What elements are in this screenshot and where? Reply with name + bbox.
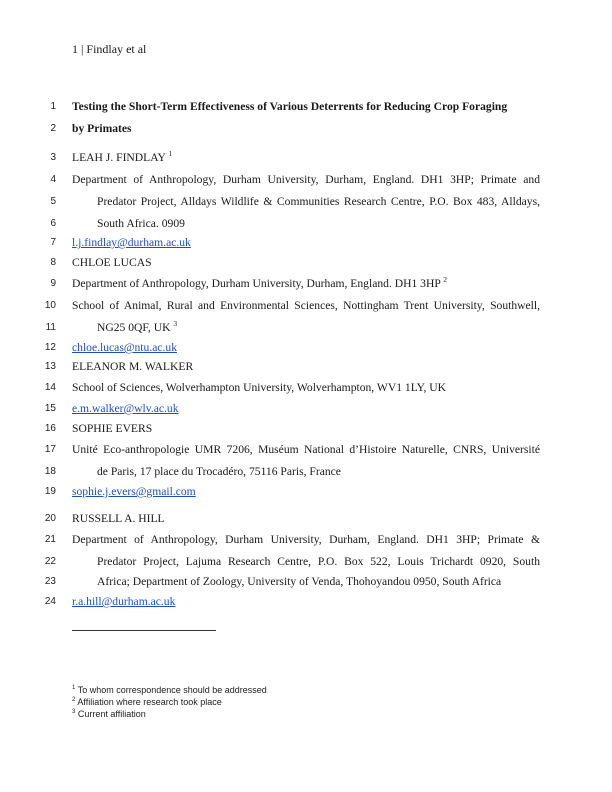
- line-number: 10: [44, 300, 56, 311]
- affiliation-text: Department of Anthropology, Durham University, Durham, England. DH1 3HP; Primate and: [72, 173, 540, 186]
- line-number: 16: [44, 423, 56, 434]
- running-head: 1 | Findlay et al: [72, 42, 147, 56]
- affiliation-text: de Paris, 17 place du Trocadéro, 75116 Paris, France: [97, 465, 341, 478]
- affiliation-text: Africa; Department of Zoology, University of Venda, Thohoyandou 0950, South Africa: [97, 575, 502, 588]
- footnote-1: [72, 684, 267, 696]
- footnote-text: Affiliation where research took place: [77, 697, 222, 707]
- manuscript-line-11: [0, 320, 612, 336]
- manuscript-line-19: [0, 484, 612, 500]
- line-number: 7: [50, 237, 56, 248]
- manuscript-line-6: [0, 216, 612, 232]
- footnote-mark: 2: [72, 697, 76, 703]
- paper-title-line-2: by Primates: [72, 122, 132, 135]
- line-number: 13: [44, 361, 56, 372]
- footnote-3: [72, 708, 146, 720]
- affiliation-text-content: Department of Anthropology, Durham University, Durham, England. DH1 3HP: [72, 277, 441, 290]
- footnote-marker: 2: [443, 275, 448, 285]
- author-name-text: LEAH J. FINDLAY: [72, 151, 166, 164]
- manuscript-line-2: [0, 121, 612, 137]
- manuscript-line-4: [0, 172, 612, 188]
- manuscript-line-20: [0, 511, 612, 527]
- line-number: 19: [44, 486, 56, 497]
- manuscript-line-24: [0, 594, 612, 610]
- line-number: 18: [44, 466, 56, 477]
- footnote-2: [72, 696, 222, 708]
- manuscript-line-16: [0, 421, 612, 437]
- email-link[interactable]: e.m.walker@wlv.ac.uk: [72, 402, 179, 415]
- manuscript-line-18: [0, 464, 612, 480]
- footnote-text: Current affiliation: [77, 709, 146, 719]
- line-number: 14: [44, 382, 56, 393]
- manuscript-line-12: [0, 340, 612, 356]
- line-number: 20: [44, 513, 56, 524]
- manuscript-line-14: [0, 380, 612, 396]
- affiliation-text: Department of Anthropology, Durham University, Durham, England. DH1 3HP; Primate &: [72, 533, 540, 546]
- footnote-mark: 3: [72, 709, 76, 715]
- line-number: 3: [50, 152, 56, 163]
- author-name: SOPHIE EVERS: [72, 422, 153, 435]
- manuscript-line-21: [0, 532, 612, 548]
- email-link[interactable]: l.j.findlay@durham.ac.uk: [72, 236, 191, 249]
- author-name: CHLOE LUCAS: [72, 256, 152, 269]
- affiliation-text: Predator Project, Lajuma Research Centre, P.O. Box 522, Louis Trichardt 0920, South: [97, 555, 540, 568]
- author-name: [72, 150, 540, 166]
- affiliation-text: Predator Project, Alldays Wildlife & Communities Research Centre, P.O. Box 483, Alldays,: [97, 195, 540, 208]
- line-number: 9: [50, 278, 56, 289]
- manuscript-line-15: [0, 401, 612, 417]
- footnote-separator: [72, 630, 216, 631]
- manuscript-line-17: [0, 442, 612, 458]
- manuscript-line-1: [0, 99, 612, 115]
- affiliation-text: School of Animal, Rural and Environmental Sciences, Nottingham Trent University, Southwell,: [72, 299, 540, 312]
- manuscript-line-13: [0, 359, 612, 375]
- line-number: 12: [44, 342, 56, 353]
- affiliation-text: Unité Eco-anthropologie UMR 7206, Muséum National d’Histoire Naturelle, CNRS, Université: [72, 443, 540, 456]
- line-number: 5: [50, 196, 56, 207]
- line-number: 23: [44, 576, 56, 587]
- line-number: 6: [50, 218, 56, 229]
- line-number: 11: [45, 322, 56, 333]
- line-number: 4: [50, 174, 56, 185]
- manuscript-line-10: [0, 298, 612, 314]
- email-link[interactable]: sophie.j.evers@gmail.com: [72, 485, 196, 498]
- manuscript-line-23: [0, 574, 612, 590]
- manuscript-line-22: [0, 554, 612, 570]
- footnote-mark: 1: [72, 685, 76, 691]
- manuscript-line-5: [0, 194, 612, 210]
- line-number: 15: [44, 403, 56, 414]
- affiliation-text-content: NG25 0QF, UK: [97, 321, 171, 334]
- line-number: 8: [50, 257, 56, 268]
- line-number: 17: [44, 444, 56, 455]
- manuscript-line-9: [0, 276, 612, 292]
- line-number: 24: [44, 596, 56, 607]
- manuscript-line-7: [0, 235, 612, 251]
- author-name: RUSSELL A. HILL: [72, 512, 165, 525]
- manuscript-line-3: [0, 150, 612, 166]
- manuscript-line-8: [0, 255, 612, 271]
- email-link[interactable]: chloe.lucas@ntu.ac.uk: [72, 341, 178, 354]
- line-number: 22: [44, 556, 56, 567]
- paper-title-line-1: Testing the Short-Term Effectiveness of Various Deterrents for Reducing Crop Foraging: [72, 100, 508, 113]
- affiliation-text: [72, 276, 540, 292]
- footnote-text: To whom correspondence should be addressed: [77, 685, 267, 695]
- affiliation-text: South Africa. 0909: [97, 217, 185, 230]
- line-number: 2: [50, 123, 56, 134]
- footnote-marker: 3: [173, 319, 178, 329]
- affiliation-text: [97, 320, 540, 336]
- footnote-marker: 1: [168, 149, 173, 159]
- email-link[interactable]: r.a.hill@durham.ac.uk: [72, 595, 176, 608]
- author-name: ELEANOR M. WALKER: [72, 360, 194, 373]
- line-number: 21: [44, 534, 56, 545]
- line-number: 1: [50, 101, 56, 112]
- affiliation-text: School of Sciences, Wolverhampton University, Wolverhampton, WV1 1LY, UK: [72, 381, 447, 394]
